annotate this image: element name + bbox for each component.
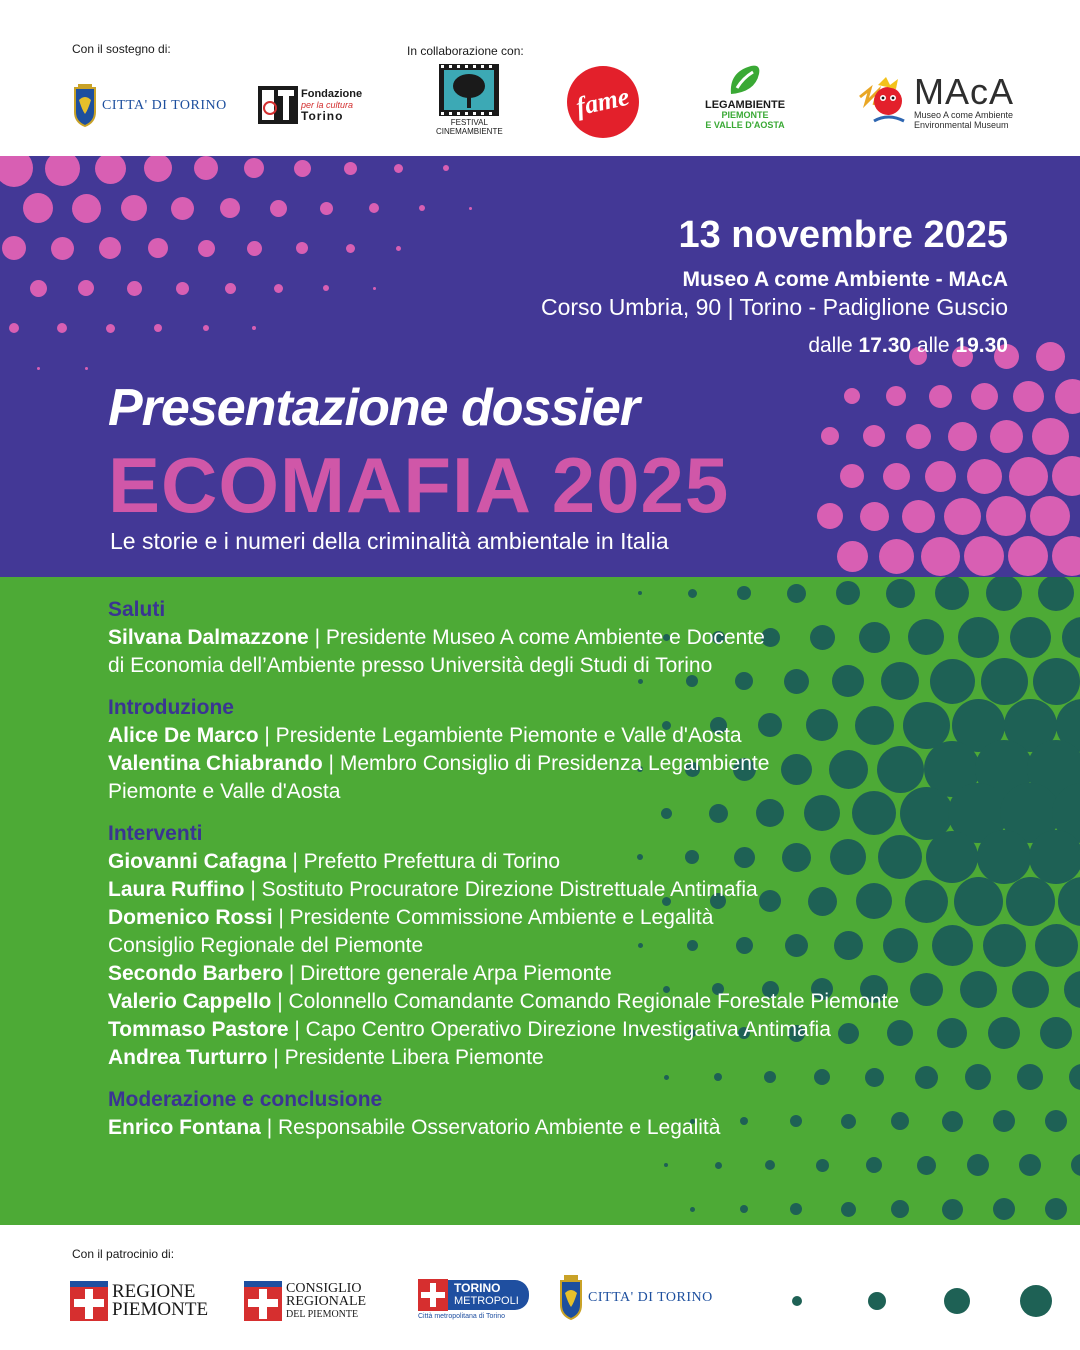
decorative-dot xyxy=(320,202,333,215)
decorative-dot xyxy=(906,424,931,449)
consiglio-regionale-logo xyxy=(244,1281,366,1321)
decorative-dot xyxy=(1040,1017,1072,1049)
decorative-dot xyxy=(1017,1064,1043,1090)
speaker-entry xyxy=(108,848,1008,876)
decorative-dot xyxy=(198,240,215,257)
decorative-dot xyxy=(23,193,53,223)
decorative-dot xyxy=(419,205,425,211)
torino-metropoli-logo xyxy=(418,1279,529,1320)
decorative-dot xyxy=(220,198,240,218)
festival-cinemambiente-logo xyxy=(436,64,503,136)
speaker-role: | Presidente Legambiente Piemonte e Valle d'Aosta xyxy=(258,724,742,747)
decorative-dot xyxy=(1058,877,1080,926)
hours-prefix: dalle xyxy=(808,334,859,357)
decorative-dot xyxy=(1052,536,1080,576)
torino-crest-icon xyxy=(72,84,98,128)
decorative-dot xyxy=(95,156,126,184)
metropoli-crest-icon xyxy=(418,1279,448,1311)
decorative-dot xyxy=(1045,1110,1067,1132)
decorative-dot xyxy=(443,165,449,171)
decorative-dot xyxy=(921,537,960,576)
decorative-dot xyxy=(638,591,642,595)
main-title: ECOMAFIA 2025 xyxy=(108,441,730,529)
regione-line1: REGIONE xyxy=(112,1281,196,1302)
subtitle: Le storie e i numeri della criminalità ambientale in Italia xyxy=(110,528,669,554)
torino-crest-icon xyxy=(558,1275,584,1321)
pre-title: Presentazione dossier xyxy=(108,379,639,437)
decorative-dot xyxy=(252,326,256,330)
speaker-role: | Presidente Commissione Ambiente e Legalità xyxy=(272,906,714,929)
speaker-entry xyxy=(108,1016,1008,1044)
decorative-dot xyxy=(469,207,472,210)
speaker-name: Alice De Marco xyxy=(108,724,259,747)
fondazione-line2: per la cultura xyxy=(301,99,354,110)
decorative-dot xyxy=(296,242,308,254)
metropoli-line3: Città metropolitana di Torino xyxy=(418,1313,506,1320)
event-hours xyxy=(808,334,1008,358)
decorative-dot xyxy=(715,1162,722,1169)
decorative-dot xyxy=(1033,658,1080,705)
decorative-dot xyxy=(1030,496,1070,536)
header-logo-bar xyxy=(0,0,1080,156)
section-saluti xyxy=(108,596,1008,680)
section-title: Interventi xyxy=(108,822,203,845)
decorative-dot xyxy=(1036,342,1065,371)
decorative-dot xyxy=(1029,830,1080,884)
decorative-dot xyxy=(868,1292,886,1310)
decorative-dot xyxy=(225,283,236,294)
event-venue: Museo A come Ambiente - MAcA xyxy=(682,268,1008,291)
decorative-dot xyxy=(369,203,379,213)
decorative-dot xyxy=(860,502,889,531)
decorative-dot xyxy=(837,541,868,572)
decorative-dot xyxy=(247,241,262,256)
fondazione-line3: Torino xyxy=(301,108,344,123)
decorative-dot xyxy=(30,280,47,297)
decorative-dot xyxy=(194,156,218,180)
maca-logo xyxy=(856,71,1015,130)
decorative-dot xyxy=(866,1157,882,1173)
collab-label: In collaborazione con: xyxy=(407,44,524,58)
maca-sun-face-icon xyxy=(856,75,912,129)
decorative-dot xyxy=(792,1296,802,1306)
regione-line2: PIEMONTE xyxy=(112,1299,209,1320)
decorative-dot xyxy=(1032,418,1069,455)
decorative-dot xyxy=(1055,379,1080,414)
section-interventi xyxy=(108,820,1008,1072)
decorative-dot xyxy=(344,162,357,175)
metropoli-line1: TORINO xyxy=(454,1281,501,1295)
decorative-dot xyxy=(154,324,162,332)
decorative-dot xyxy=(765,1160,775,1170)
decorative-dot xyxy=(72,194,101,223)
decorative-dot xyxy=(863,425,885,447)
decorative-dot xyxy=(944,1288,970,1314)
decorative-dot xyxy=(883,463,910,490)
decorative-dot xyxy=(971,383,998,410)
speaker-role: | Sostituto Procuratore Direzione Distrettuale Antimafia xyxy=(244,878,758,901)
speaker-role-cont: Piemonte e Valle d'Aosta xyxy=(108,780,341,803)
maca-title: MAcA xyxy=(914,71,1015,112)
decorative-dot xyxy=(37,367,40,370)
decorative-dot xyxy=(816,1159,829,1172)
film-tree-icon xyxy=(439,64,499,116)
speaker-name: Secondo Barbero xyxy=(108,962,284,985)
maca-line1: Museo A come Ambiente xyxy=(914,110,1014,120)
section-introduzione xyxy=(108,694,1008,806)
footer-logo-bar xyxy=(0,1225,1080,1350)
speaker-entry xyxy=(108,904,1008,960)
fame-logo xyxy=(567,66,639,138)
decorative-dot xyxy=(925,461,956,492)
speaker-name: Andrea Turturro xyxy=(108,1046,268,1069)
decorative-dot xyxy=(817,503,843,529)
decorative-dot xyxy=(396,246,401,251)
decorative-dot xyxy=(891,1200,909,1218)
decorative-dot xyxy=(51,237,74,260)
decorative-dot xyxy=(740,1205,748,1213)
speaker-entry xyxy=(108,1114,1008,1142)
speaker-entry xyxy=(108,624,1008,680)
decorative-dot xyxy=(844,388,860,404)
decorative-dot xyxy=(1006,877,1055,926)
decorative-dot xyxy=(790,1203,802,1215)
decorative-dot xyxy=(270,200,287,217)
program-list xyxy=(108,596,1008,1156)
decorative-dot xyxy=(99,237,121,259)
decorative-dot xyxy=(1038,577,1074,611)
event-date: 13 novembre 2025 xyxy=(678,214,1008,256)
decorative-dot xyxy=(294,160,311,177)
decorative-dot xyxy=(1035,924,1078,967)
decorative-dot xyxy=(821,427,839,445)
decorative-dot xyxy=(121,195,147,221)
consiglio-crest-icon xyxy=(244,1281,282,1321)
decorative-dot xyxy=(1071,1154,1080,1176)
decorative-dot xyxy=(967,459,1002,494)
decorative-dot xyxy=(944,498,981,535)
decorative-dot xyxy=(942,1199,963,1220)
legambiente-leaf-icon xyxy=(725,62,765,98)
decorative-dot xyxy=(1009,457,1048,496)
legambiente-logo xyxy=(705,62,785,130)
decorative-dot xyxy=(244,158,264,178)
speaker-entry xyxy=(108,750,1008,806)
decorative-dot xyxy=(841,1202,856,1217)
decorative-dot xyxy=(967,1154,989,1176)
citta-torino-text: CITTA' DI TORINO xyxy=(102,98,227,113)
consiglio-line3: DEL PIEMONTE xyxy=(286,1308,359,1320)
event-address: Corso Umbria, 90 | Torino - Padiglione Guscio xyxy=(540,294,1008,320)
speaker-role: | Membro Consiglio di Presidenza Legambiente xyxy=(322,752,770,775)
decorative-dot xyxy=(346,244,355,253)
decorative-dot xyxy=(1019,1154,1041,1176)
speaker-role: | Colonnello Comandante Comando Regionale Forestale Piemonte xyxy=(271,990,900,1013)
decorative-dot xyxy=(990,420,1023,453)
decorative-dot xyxy=(323,285,329,291)
piemonte-crest-icon xyxy=(70,1281,108,1321)
decorative-dot xyxy=(144,156,172,182)
decorative-dot xyxy=(690,1207,695,1212)
decorative-dot xyxy=(1064,971,1080,1008)
decorative-dot xyxy=(902,500,935,533)
hours-start: 17.30 xyxy=(858,334,912,357)
speaker-role: | Presidente Museo A come Ambiente e Docente xyxy=(308,626,765,649)
decorative-dot xyxy=(917,1156,936,1175)
speaker-entry xyxy=(108,876,1008,904)
hours-mid: alle xyxy=(911,334,956,357)
decorative-dot xyxy=(1020,1285,1052,1317)
section-title: Moderazione e conclusione xyxy=(108,1088,383,1111)
speaker-entry xyxy=(108,722,1008,750)
speaker-name: Laura Ruffino xyxy=(108,878,245,901)
decorative-dot xyxy=(0,156,33,187)
speaker-name: Valentina Chiabrando xyxy=(108,752,323,775)
decorative-dot xyxy=(176,282,189,295)
decorative-dot xyxy=(1052,456,1080,496)
consiglio-line1: CONSIGLIO xyxy=(286,1280,362,1296)
fondazione-mark-icon xyxy=(258,86,298,124)
decorative-dot xyxy=(1013,381,1044,412)
festival-line2: CINEMAMBIENTE xyxy=(436,127,503,136)
support-label: Con il sostegno di: xyxy=(72,42,171,56)
decorative-dot xyxy=(1008,536,1048,576)
decorative-dot xyxy=(986,496,1026,536)
speaker-role: | Prefetto Prefettura di Torino xyxy=(286,850,561,873)
decorative-dot xyxy=(78,280,94,296)
decorative-dot xyxy=(106,324,115,333)
decorative-dot xyxy=(148,238,168,258)
section-title: Saluti xyxy=(108,598,166,621)
speaker-entry xyxy=(108,960,1008,988)
citta-torino-logo xyxy=(72,84,227,128)
maca-line2: Environmental Museum xyxy=(914,120,1009,130)
speaker-name: Domenico Rossi xyxy=(108,906,273,929)
festival-line1: FESTIVAL xyxy=(450,118,488,127)
legambiente-line2: PIEMONTE xyxy=(721,110,769,120)
decorative-dot xyxy=(1069,1064,1080,1090)
patronage-label: Con il patrocinio di: xyxy=(72,1247,175,1261)
section-title: Introduzione xyxy=(108,696,234,719)
decorative-dot xyxy=(373,287,376,290)
hours-end: 19.30 xyxy=(955,334,1008,357)
decorative-dot xyxy=(993,1198,1015,1220)
fondazione-cultura-logo xyxy=(258,86,362,124)
speaker-role-cont: Consiglio Regionale del Piemonte xyxy=(108,934,424,957)
fondazione-line1: Fondazione xyxy=(301,87,363,100)
decorative-dot xyxy=(929,385,952,408)
regione-piemonte-logo xyxy=(70,1281,208,1321)
decorative-dot xyxy=(45,156,80,186)
speaker-role: | Responsabile Osservatorio Ambiente e Legalità xyxy=(260,1116,721,1139)
decorative-dot xyxy=(394,164,403,173)
decorative-dot xyxy=(85,367,88,370)
speaker-role: | Presidente Libera Piemonte xyxy=(267,1046,544,1069)
speaker-name: Enrico Fontana xyxy=(108,1116,261,1139)
legambiente-line3: E VALLE D'AOSTA xyxy=(705,120,785,130)
decorative-dot xyxy=(203,325,209,331)
decorative-dot xyxy=(171,197,194,220)
speaker-role-cont: di Economia dell’Ambiente presso Università degli Studi di Torino xyxy=(108,654,713,677)
speaker-name: Giovanni Cafagna xyxy=(108,850,287,873)
legambiente-line1: LEGAMBIENTE xyxy=(705,99,786,111)
speaker-entry xyxy=(108,988,1008,1016)
decorative-dot xyxy=(1045,1198,1067,1220)
section-moderazione xyxy=(108,1086,1008,1142)
decorative-dot xyxy=(879,539,914,574)
speaker-name: Tommaso Pastore xyxy=(108,1018,289,1041)
citta-torino-footer-text: CITTA' DI TORINO xyxy=(588,1290,713,1305)
decorative-dot xyxy=(127,281,142,296)
citta-torino-footer-logo xyxy=(558,1275,713,1321)
decorative-dot xyxy=(1010,617,1051,658)
speaker-role: | Capo Centro Operativo Direzione Investigativa Antimafia xyxy=(288,1018,831,1041)
consiglio-line2: REGIONALE xyxy=(286,1293,367,1309)
speaker-name: Silvana Dalmazzone xyxy=(108,626,309,649)
decorative-dot xyxy=(2,236,26,260)
speaker-role: | Direttore generale Arpa Piemonte xyxy=(283,962,612,985)
decorative-dot xyxy=(840,464,864,488)
decorative-dot xyxy=(948,422,977,451)
fame-text: fame xyxy=(573,81,633,122)
decorative-dot xyxy=(9,323,19,333)
decorative-dot xyxy=(1062,617,1080,658)
speaker-entry xyxy=(108,1044,1008,1072)
metropoli-line2: METROPOLI xyxy=(454,1295,519,1307)
decorative-dot xyxy=(886,386,906,406)
decorative-dot xyxy=(664,1163,668,1167)
decorative-dot xyxy=(1012,971,1049,1008)
decorative-dot xyxy=(274,284,283,293)
decorative-dot xyxy=(964,536,1004,576)
decorative-dot xyxy=(57,323,67,333)
speaker-name: Valerio Cappello xyxy=(108,990,272,1013)
